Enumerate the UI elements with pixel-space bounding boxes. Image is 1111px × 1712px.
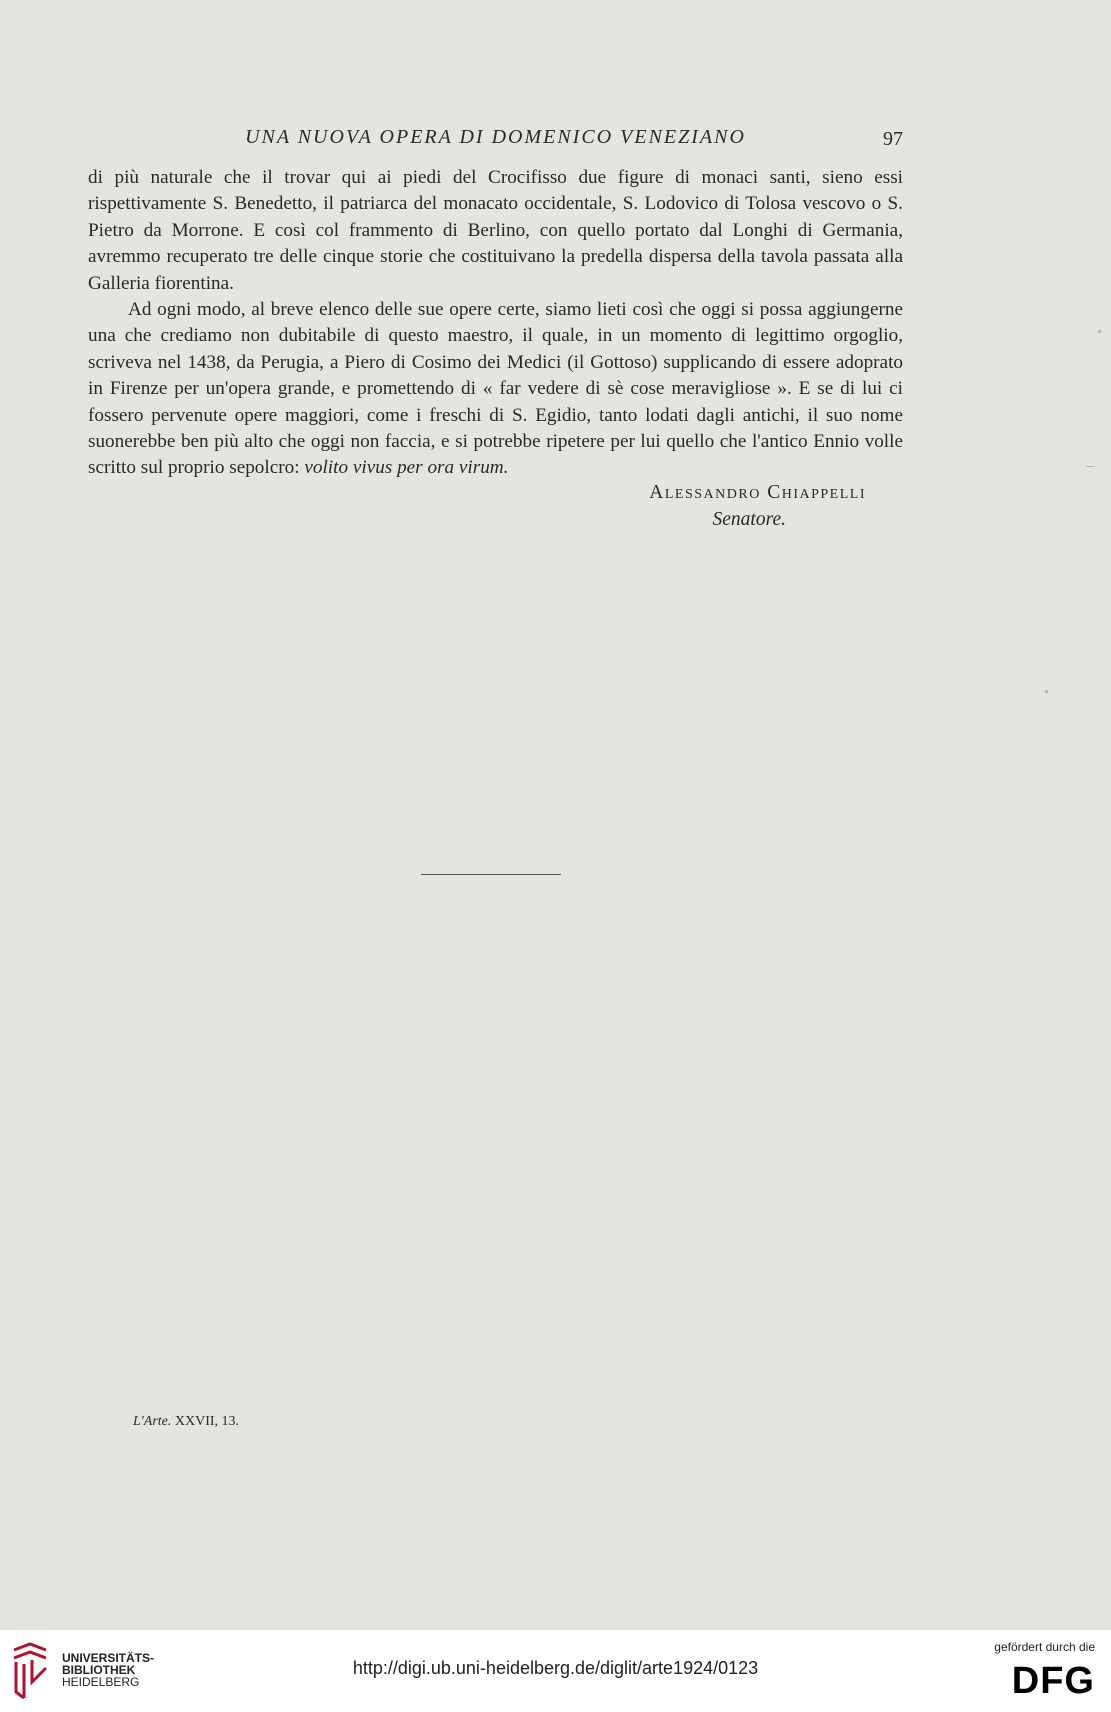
article-body [88,165,903,482]
running-title: UNA NUOVA OPERA DI DOMENICO VENEZIANO [245,126,746,148]
paragraph-text: Ad ogni modo, al breve elenco delle sue opere certe, siamo lieti così che oggi si possa aggiungerne una che crediamo non dubitabile di questo maestro, il quale, in un momento di legittimo orgoglio, scriveva nel 1438, da Perugia, a Piero di Cosimo dei Medici (il Gottoso) supplicando di essere adoprato in Firenze per un'opera grande, e promettendo di « far vedere di sè cose meravigliose ». E se di lui ci fossero pervenute opere maggiori, come i freschi di S. Egidio, tanto lodati dagli antichi, il suo nome suonerebbe ben più alto che oggi non faccia, e si potrebbe ripetere per lui quello che l'antico Ennio volle scritto sul proprio sepolcro: [88,299,903,479]
permalink-url[interactable]: http://digi.ub.uni-heidelberg.de/diglit/arte1924/0123 [352,1658,759,1678]
library-name-line: HEIDELBERG [62,1675,140,1689]
journal-volume: XXVII, 13. [174,1414,240,1429]
paragraph: di più naturale che il trovar qui ai piedi del Crocifisso due figure di monaci santi, sieno essi rispettivamente S. Benedetto, il patriarca del monacato occidentale, S. Lodovico di Tolosa vescovo o S. Pietro da Morrone. E così col frammento di Berlino, con quello portato dal Longhi di Germania, avremmo recuperato tre delle cinque storie che costituivano la predella dispersa della tavola passata alla Galleria fiorentina. [88,167,903,294]
scan-speck [1086,466,1095,467]
library-name-line: BIBLIOTHEK [62,1663,136,1677]
section-divider [421,874,561,875]
latin-quote: volito vivus per ora virum. [304,457,509,479]
scan-speck [1098,330,1101,333]
funding-note: gefördert durch die [994,1640,1095,1654]
page-header [88,126,903,156]
dfg-logo: DFG [1011,1660,1095,1702]
library-name-line: UNIVERSITÄTS- [62,1651,155,1665]
journal-reference [133,1414,239,1430]
scan-speck [1045,690,1048,693]
author-role: Senatore. [712,509,786,530]
paragraph [88,297,903,482]
author-name: Alessandro Chiappelli [649,482,866,503]
digitization-footer [0,1630,1111,1712]
page-number: 97 [883,128,903,150]
journal-name: L'Arte. [133,1414,172,1429]
